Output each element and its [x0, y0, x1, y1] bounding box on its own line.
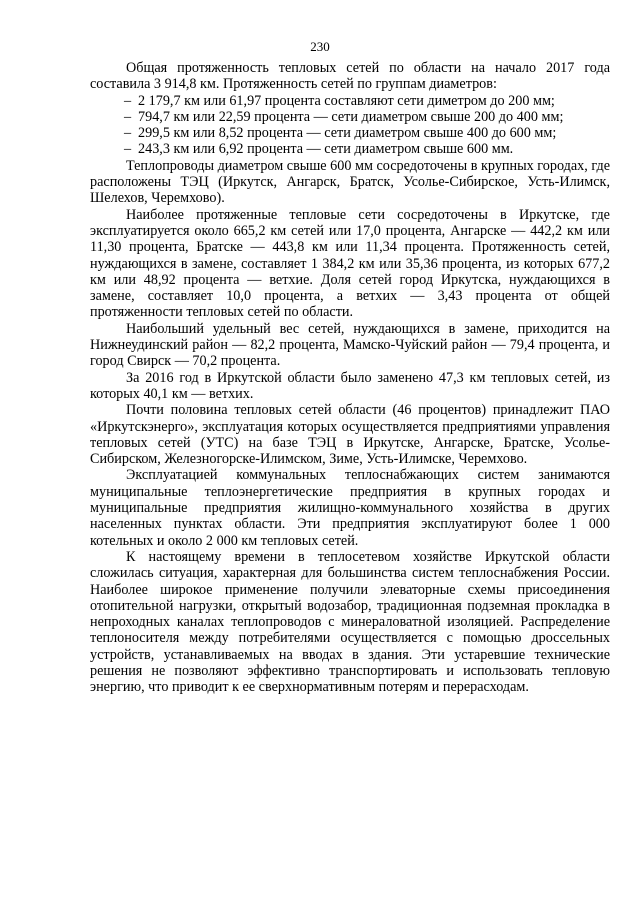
document-body	[90, 60, 610, 696]
paragraph-municipal-operators: Эксплуатацией коммунальных теплоснабжающих систем занимаются муниципальные теплоэнергетические предприятия в крупных городах и муниципальные предприятия жилищно-коммунального хозяйства в других населенных пунктах области. Эти предприятия эксплуатируют более 1 000 котельных и около 2 000 км тепловых сетей.	[90, 467, 610, 549]
list-item: – 2 179,7 км или 61,97 процента составляют сети диметром до 200 мм;	[90, 93, 610, 109]
paragraph-replaced-2016: За 2016 год в Иркутской области было заменено 47,3 км тепловых сетей, из которых 40,1 км — ветхих.	[90, 369, 610, 402]
diameter-list	[90, 93, 610, 158]
paragraph-replacement-share: Наибольший удельный вес сетей, нуждающихся в замене, приходится на Нижнеудинский район — 82,2 процента, Мамско-Чуйский район — 79,4 процента, и город Свирск — 70,2 процента.	[90, 320, 610, 370]
list-item: – 299,5 км или 8,52 процента — сети диаметром свыше 400 до 600 мм;	[90, 125, 610, 141]
paragraph-city-networks: Наиболее протяженные тепловые сети сосредоточены в Иркутске, где эксплуатируется около 665,2 км сетей или 17,0 процента, Ангарске — 442,2 км или 11,30 процента, Братске — 443,8 км или 11,34 процента. Протяженность сетей, нуждающихся в замене, составляет 1 384,2 км или 35,36 процента, из которых 677,2 км или 48,92 процента — ветхие. Доля сетей город Иркутска, нуждающихся в замене, составляет 10,0 процента, а ветхих — 3,43 процента от общей протяженности тепловых сетей по области.	[90, 206, 610, 321]
paragraph-large-pipes: Теплопроводы диаметром свыше 600 мм сосредоточены в крупных городах, где расположены ТЭЦ (Иркутск, Ангарск, Братск, Усолье-Сибирское, Усть-Илимск, Шелехов, Черемхово).	[90, 157, 610, 207]
paragraph-irkutskenergo: Почти половина тепловых сетей области (46 процентов) принадлежит ПАО «Иркутскэнерго», эксплуатация которых осуществляется предприятиями управления тепловых сетей (УТС) на базе ТЭЦ в Иркутске, Ангарске, Братске, Усолье-Сибирском, Железногорске-Илимском, Зиме, Усть-Илимске, Черемхово.	[90, 402, 610, 468]
paragraph-total-length: Общая протяженность тепловых сетей по области на начало 2017 года составила 3 914,8 км. Протяженность сетей по группам диаметров:	[90, 60, 610, 93]
list-item: – 243,3 км или 6,92 процента — сети диаметром свыше 600 мм.	[90, 141, 610, 157]
list-item: – 794,7 км или 22,59 процента — сети диаметром свыше 200 до 400 мм;	[90, 109, 610, 125]
paragraph-current-situation: К настоящему времени в теплосетевом хозяйстве Иркутской области сложилась ситуация, характерная для большинства систем теплоснабжения России. Наиболее широкое применение получили элеваторные схемы присоединения отопительной нагрузки, открытый водозабор, традиционная подземная прокладка в непроходных каналах теплопроводов с минераловатной изоляцией. Распределение теплоносителя между потребителями осуществляется с помощью дроссельных устройств, устанавливаемых на вводах в здания. Эти устаревшие технические решения не позволяют эффективно транспортировать и использовать тепловую энергию, что приводит к ее сверхнормативным потерям и перерасходам.	[90, 548, 610, 696]
page-number: 230	[310, 39, 330, 54]
